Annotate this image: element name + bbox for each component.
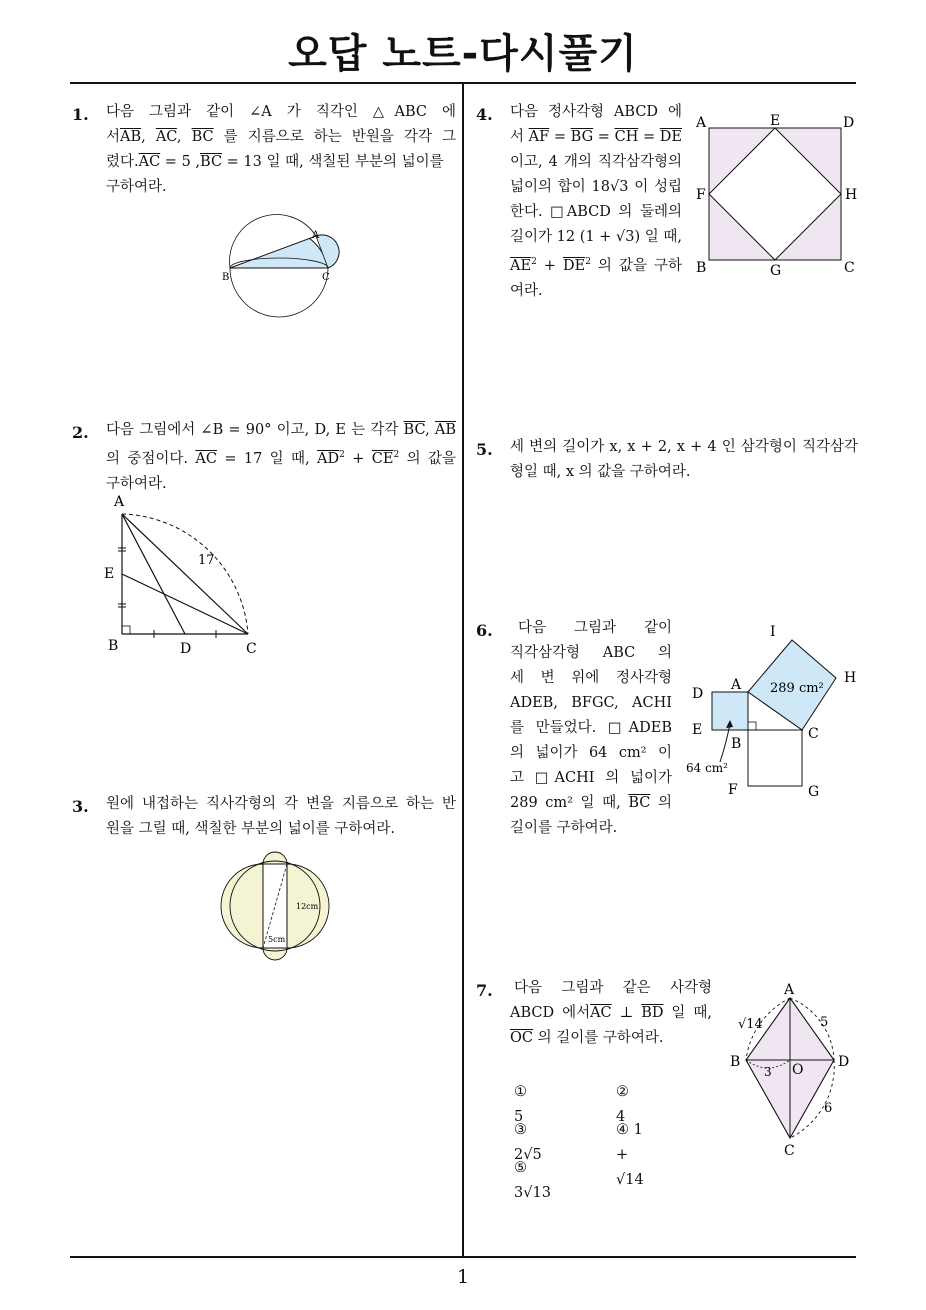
label-64cm2: 64 cm² bbox=[686, 761, 728, 775]
problem-3-figure bbox=[220, 850, 330, 962]
label-c: C bbox=[844, 260, 855, 276]
label-a: A bbox=[696, 115, 707, 131]
problem-number: 6. bbox=[476, 621, 493, 640]
label-d: D bbox=[838, 1054, 850, 1070]
label-12cm: 12cm bbox=[296, 902, 319, 911]
label-c: C bbox=[808, 726, 819, 742]
label-3: 3 bbox=[764, 1065, 772, 1079]
label-sqrt14: √14 bbox=[738, 1017, 763, 1032]
label-5: 5 bbox=[820, 1015, 829, 1030]
label-b: B bbox=[108, 638, 119, 654]
problem-1-figure bbox=[220, 210, 350, 285]
problem-text: 다음 그림과 같이 ∠A 가 직각인 △ABC 에 서$\overline{AB}$, $\overline{AC}$, $\overline{BC}$ 를 지름으로 하는 반원을 각각 그 렸다$.\overline{AC} = 5$ $,\overline{BC} = 13$ 일 때, 색칠된 부분의 넓이를 구하여라. bbox=[106, 104, 457, 195]
label-c: C bbox=[246, 641, 257, 657]
label-e: E bbox=[770, 113, 781, 129]
problem-7-figure bbox=[728, 980, 864, 1165]
problem-2-figure bbox=[100, 490, 270, 660]
problem-4-figure bbox=[694, 110, 864, 280]
label-h: H bbox=[845, 187, 858, 203]
label-a: A bbox=[114, 494, 125, 510]
choice-4[interactable]: ④ 1 + √14 bbox=[616, 1122, 644, 1188]
label-a: A bbox=[784, 982, 795, 998]
problem-number: 3. bbox=[72, 797, 89, 816]
label-b: B bbox=[730, 1054, 741, 1070]
label-a: A bbox=[731, 677, 742, 693]
problem-number: 2. bbox=[72, 423, 89, 442]
problem-text: 다음 그림에서 ∠B = 90° 이고, D, E 는 각각 $\overline{BC}$, $\overline{AB}$ 의 중점이다. $\overline{AC} = 17$ 일 때, $\overline{AD}^2 + \overline{CE}^2$ 의 값을 구하여라. bbox=[106, 422, 457, 492]
problem-number: 4. bbox=[476, 105, 493, 124]
page-number: 1 bbox=[456, 1266, 470, 1288]
label-d: D bbox=[180, 641, 192, 657]
label-i: I bbox=[770, 624, 776, 640]
label-b: B bbox=[222, 272, 230, 283]
label-5cm: 5cm bbox=[268, 935, 286, 944]
label-b: B bbox=[731, 736, 742, 752]
problem-text: 원에 내접하는 직사각형의 각 변을 지름으로 하는 반 원을 그릴 때, 색칠한 부분의 넓이를 구하여라. bbox=[106, 796, 456, 837]
problem-text: 다음 정사각형 ABCD 에 서 $\overline{AF} = \overline{BG} = \overline{CH} = \overline{DE}$ 이고, 4 개의 직각삼각형의 넓이의 합이 18√3 이 성립 한다. □ABCD 의 둘레의 길이가 12 (1 + √3) 일 때, $\overline{AE}^2 + \overline{DE}^2$ 의 값을 구하 여라. bbox=[510, 104, 682, 299]
choice-2[interactable]: ② 4 bbox=[616, 1084, 629, 1125]
label-e: E bbox=[104, 566, 115, 582]
label-f: F bbox=[696, 187, 706, 203]
label-h: H bbox=[844, 670, 857, 686]
label-a: A bbox=[312, 230, 320, 241]
page-title: 오답 노트-다시풀기 bbox=[288, 31, 638, 77]
column-divider bbox=[462, 84, 464, 1258]
label-d: D bbox=[692, 686, 704, 702]
label-d: D bbox=[843, 115, 855, 131]
problem-number: 7. bbox=[476, 981, 493, 1000]
label-e: E bbox=[692, 722, 703, 738]
label-g: G bbox=[808, 784, 820, 800]
label-b: B bbox=[696, 260, 707, 276]
bottom-rule bbox=[70, 1256, 856, 1258]
label-c: C bbox=[322, 272, 330, 283]
problem-number: 1. bbox=[72, 105, 89, 124]
label-f: F bbox=[728, 782, 738, 798]
choice-1[interactable]: ① 5 bbox=[514, 1084, 527, 1125]
label-g: G bbox=[770, 263, 782, 279]
problem-text: 다음 그림과 같이 직각삼각형 ABC 의 세 변 위에 정사각형 ADEB, BFGC, ACHI 를 만들었다. □ADEB 의 넓이가 64 cm² 이 고 □ACHI 의 넓이가 289 cm² 일 때, $\overline{BC}$ 의 길이를 구하여라. bbox=[510, 620, 672, 836]
problem-number: 5. bbox=[476, 440, 493, 459]
label-289cm2: 289 cm² bbox=[770, 681, 824, 696]
label-c: C bbox=[784, 1143, 795, 1159]
label-o: O bbox=[792, 1062, 804, 1078]
label-17: 17 bbox=[198, 553, 215, 568]
problem-text: 다음 그림과 같은 사각형 ABCD 에서$\overline{AC}$ ⊥ $\overline{BD}$ 일 때, $\overline{OC}$ 의 길이를 구하여라. bbox=[510, 980, 712, 1046]
choice-3[interactable]: ③ 2√5 bbox=[514, 1122, 542, 1163]
choice-5[interactable]: ⑤ 3√13 bbox=[514, 1160, 551, 1201]
problem-6-figure bbox=[684, 620, 864, 805]
label-6: 6 bbox=[824, 1101, 833, 1116]
problem-text: 세 변의 길이가 x, x + 2, x + 4 인 삼각형이 직각삼각 형일 때, x 의 값을 구하여라. bbox=[510, 439, 858, 480]
